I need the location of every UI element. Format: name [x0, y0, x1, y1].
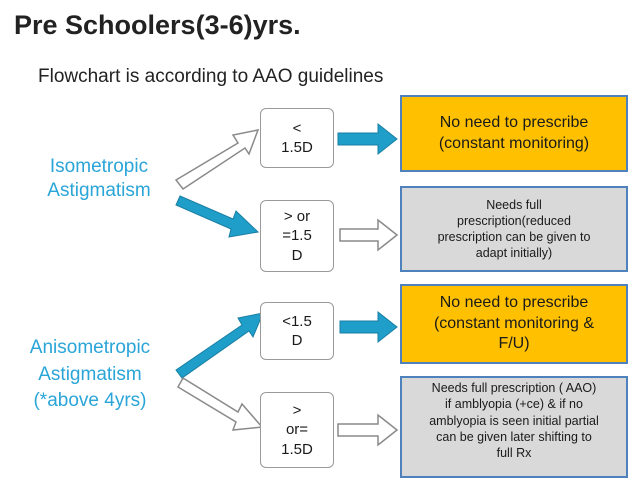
hollow-arrow-down — [178, 378, 262, 430]
result-line: prescription(reduced — [457, 213, 571, 228]
result-line: No need to prescribe — [439, 293, 589, 311]
category-line: (*above 4yrs) — [33, 390, 147, 412]
condition-line: or= — [285, 421, 309, 439]
condition-line: <1.5 — [282, 312, 312, 330]
condition-line: D — [291, 332, 303, 349]
result-box-no-prescribe-2 — [400, 284, 628, 364]
condition-box-aniso-greater — [260, 392, 334, 468]
result-line: full Rx — [496, 446, 532, 460]
condition-line: < — [292, 119, 302, 137]
condition-box-aniso-less — [260, 302, 334, 360]
result-line: (constant monitoring) — [438, 134, 590, 152]
filled-arrow-up — [176, 313, 263, 378]
category-line: Anisometropic — [29, 337, 151, 359]
horizontal-arrow-4 — [338, 415, 397, 445]
hollow-arrow-up — [176, 130, 258, 189]
result-line: No need to prescribe — [439, 113, 589, 131]
filled-arrow-down — [176, 196, 258, 237]
result-box-no-prescribe-1 — [400, 95, 628, 172]
slide-title: Pre Schoolers(3-6)yrs. — [14, 10, 301, 40]
horizontal-arrow-3 — [340, 312, 397, 342]
condition-line: =1.5 — [282, 227, 312, 245]
result-line: Needs full — [486, 197, 542, 212]
result-line: F/U) — [498, 335, 530, 353]
category-line: Astigmatism — [47, 180, 151, 201]
result-box-full-prescription-1 — [400, 186, 628, 272]
condition-line: 1.5D — [281, 139, 313, 156]
category-line: Isometropic — [49, 156, 149, 178]
condition-box-iso-greater — [260, 200, 334, 272]
category-line: Astigmatism — [38, 363, 142, 385]
result-box-full-prescription-2 — [400, 376, 628, 478]
condition-line: > — [292, 401, 302, 419]
slide-subtitle: Flowchart is according to AAO guidelines — [38, 66, 384, 87]
horizontal-arrow-1 — [338, 124, 397, 154]
condition-line: 1.5D — [281, 440, 313, 458]
result-line: amblyopia is seen initial partial — [429, 413, 599, 428]
result-line: can be given later shifting to — [436, 429, 592, 444]
result-line: prescription can be given to — [437, 230, 591, 244]
result-line: if amblyopia (+ce) & if no — [445, 397, 583, 412]
condition-line: D — [291, 246, 303, 264]
condition-line: > or — [283, 207, 311, 225]
condition-box-iso-less — [260, 108, 334, 168]
result-line: Needs full prescription ( AAO) — [431, 381, 597, 395]
result-line: (constant monitoring & — [433, 314, 595, 332]
result-line: adapt initially) — [475, 246, 553, 261]
horizontal-arrow-2 — [340, 220, 397, 250]
